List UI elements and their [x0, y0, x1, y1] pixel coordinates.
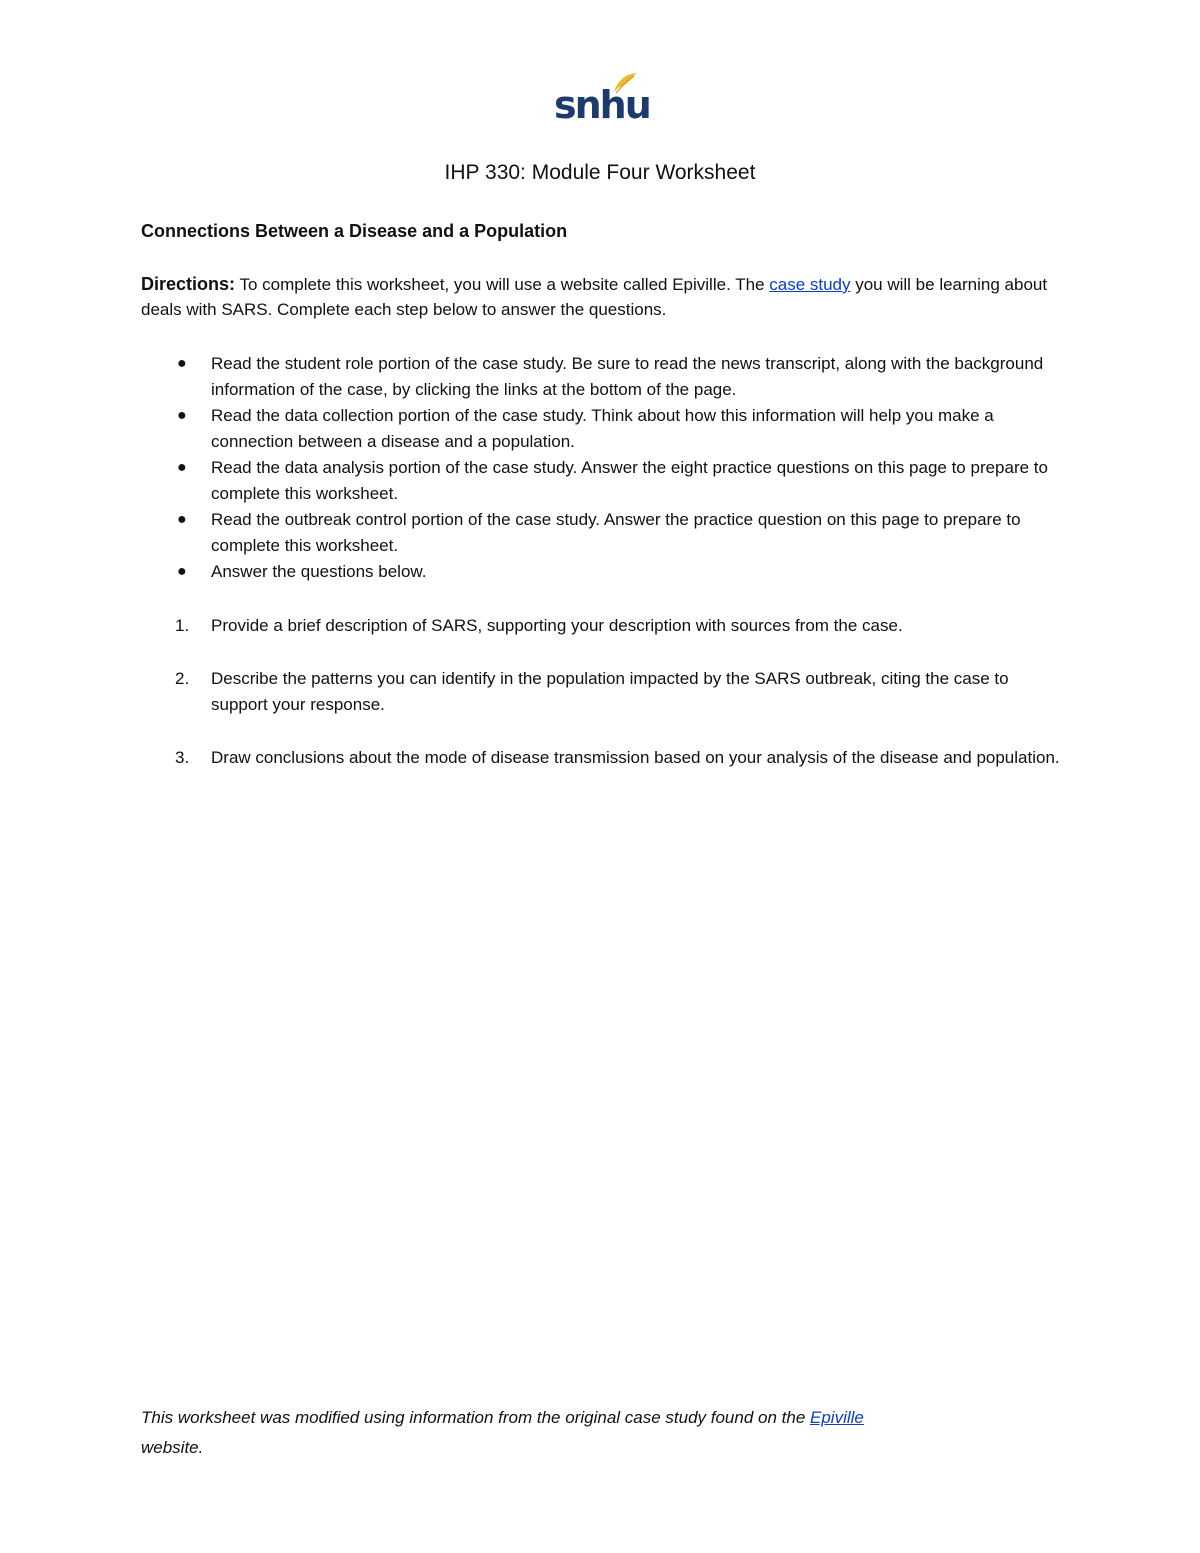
leaf-icon: [612, 72, 638, 94]
question-number: 3.: [175, 748, 190, 767]
question-text: Describe the patterns you can identify in the population impacted by the SARS outbreak, citing the case to support your response.: [211, 669, 1009, 714]
epiville-link[interactable]: Epiville: [810, 1408, 864, 1427]
question-item: [141, 666, 1061, 718]
question-item: [141, 745, 1061, 771]
list-item: ● Read the data collection portion of the case study. Think about how this information will help you make a connection between a disease and a population.: [141, 403, 1061, 454]
list-item: ● Read the data analysis portion of the case study. Answer the eight practice questions on this page to prepare to complete this worksheet.: [141, 455, 1061, 506]
case-study-link[interactable]: case study: [769, 275, 851, 294]
question-list: [141, 613, 1061, 798]
footnote-text-1: This worksheet was modified using information from the original case study found on the: [141, 1408, 811, 1427]
footnote: [141, 1403, 1061, 1463]
question-number: 1.: [175, 616, 190, 635]
directions-label: Directions:: [141, 274, 236, 294]
snhu-logo: [554, 72, 650, 134]
bullet-icon: ●: [177, 563, 187, 580]
page-title: IHP 330: Module Four Worksheet: [444, 161, 756, 184]
bullet-icon: ●: [177, 407, 187, 424]
list-item: ● Answer the questions below.: [141, 559, 1061, 585]
logo-wordmark: snhu: [554, 83, 650, 127]
list-item: ● Read the outbreak control portion of the case study. Answer the practice question on this page to prepare to complete this worksheet.: [141, 507, 1061, 558]
bullet-icon: ●: [177, 459, 187, 476]
list-item: ● Read the student role portion of the case study. Be sure to read the news transcript, along with the background information of the case, by clicking the links at the bottom of the page.: [141, 351, 1061, 402]
footnote-text-2: website.: [141, 1438, 204, 1457]
question-text: Draw conclusions about the mode of disease transmission based on your analysis of the disease and population.: [211, 748, 1060, 767]
question-text: Provide a brief description of SARS, supporting your description with sources from the case.: [211, 616, 903, 635]
question-item: [141, 613, 1061, 639]
directions-text-1: To complete this worksheet, you will use a website called Epiville. The: [235, 275, 770, 294]
directions-paragraph: [141, 272, 1061, 322]
instruction-list: [141, 351, 1061, 586]
bullet-icon: ●: [177, 511, 187, 528]
bullet-icon: ●: [177, 355, 187, 372]
section-heading: Connections Between a Disease and a Population: [141, 221, 568, 241]
directions-text-2: you will be learning about deals with SARS. Complete each step below to answer the questions.: [141, 275, 1048, 319]
question-number: 2.: [175, 669, 190, 688]
